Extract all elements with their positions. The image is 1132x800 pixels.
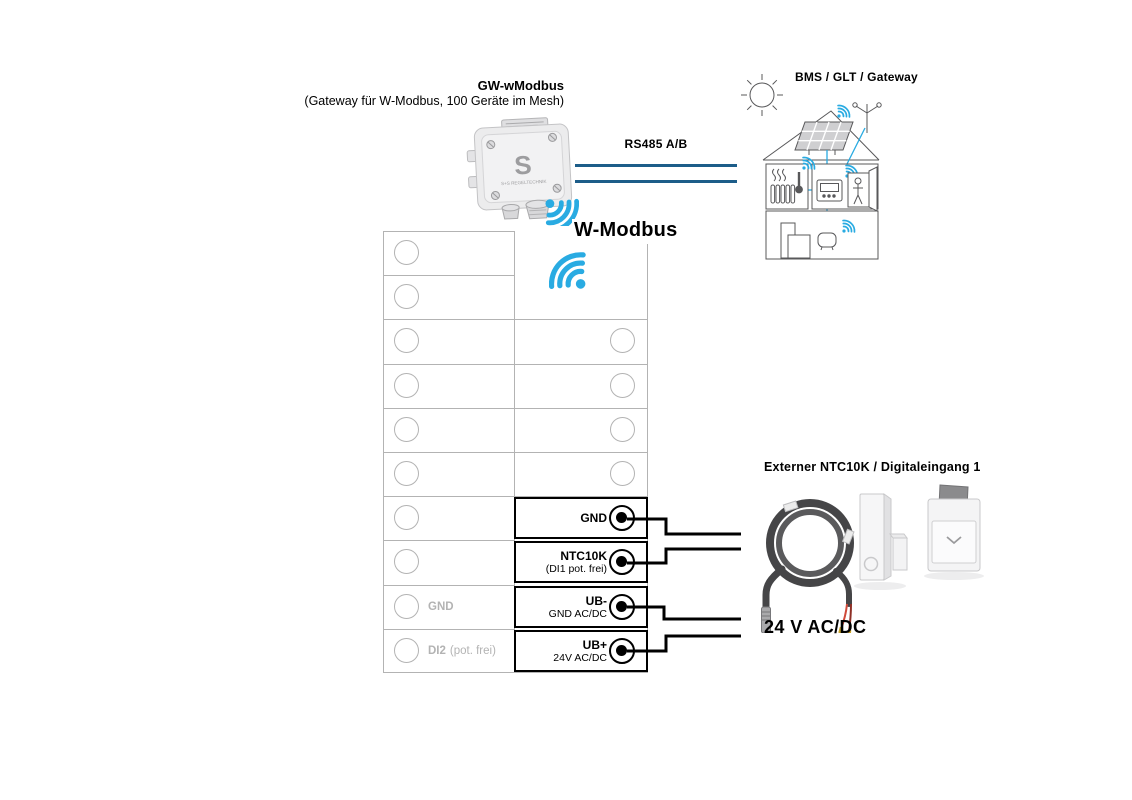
door-contact-image xyxy=(850,487,910,592)
terminal-cell-ntc10k: NTC10K (DI1 pot. frei) xyxy=(514,541,648,583)
rs485-line-b xyxy=(575,180,737,183)
wind-sensor-icon xyxy=(853,103,881,133)
left-label-di2: DI2 (pot. frei) xyxy=(428,645,496,657)
sun-icon xyxy=(741,74,783,116)
solar-panel-icon xyxy=(795,122,853,155)
row-divider xyxy=(383,364,648,365)
terminal-circle xyxy=(610,328,635,353)
terminal-circle xyxy=(610,417,635,442)
row-divider xyxy=(383,540,514,541)
wmodbus-label: W-Modbus xyxy=(572,219,679,244)
terminal-table xyxy=(383,231,648,673)
wifi-icon xyxy=(837,105,849,117)
terminal-circle xyxy=(610,373,635,398)
terminal-circle xyxy=(394,373,419,398)
terminal-circle xyxy=(394,328,419,353)
terminal-circle xyxy=(394,638,419,663)
person-at-door-icon xyxy=(848,167,877,211)
row-divider xyxy=(383,319,648,320)
terminal-circle xyxy=(394,417,419,442)
left-label-gnd-text: GND xyxy=(428,601,454,613)
room-controller-icon xyxy=(817,180,842,201)
left-label-di2-text: DI2 xyxy=(428,645,446,657)
gateway-subtitle: (Gateway für W-Modbus, 100 Geräte im Mesh) xyxy=(304,94,564,108)
brand-logo-icon: S xyxy=(513,149,533,181)
bms-label: BMS / GLT / Gateway xyxy=(795,70,918,84)
key-card-switch-image xyxy=(920,483,988,583)
building-illustration xyxy=(735,60,885,265)
screw-terminal-icon xyxy=(609,505,635,531)
screw-terminal-icon xyxy=(609,549,635,575)
terminal-circle xyxy=(394,594,419,619)
rs485-line-a xyxy=(575,164,737,167)
power-supply-label: 24 V AC/DC xyxy=(764,617,867,637)
terminal-circle xyxy=(394,240,419,265)
terminal-cell-gnd: GND xyxy=(514,497,648,539)
screw-terminal-icon xyxy=(609,638,635,664)
terminal-cell-ub-minus: UB- GND AC/DC xyxy=(514,586,648,628)
row-divider xyxy=(383,275,514,276)
terminal-circle xyxy=(394,284,419,309)
external-devices-header: Externer NTC10K / Digitaleingang 1 xyxy=(764,460,981,474)
terminal-circle xyxy=(610,461,635,486)
screw-terminal-icon xyxy=(609,594,635,620)
gateway-title: GW-wModbus xyxy=(477,78,564,93)
terminal-circle xyxy=(394,549,419,574)
terminal-circle xyxy=(394,461,419,486)
wmodbus-wifi-icon xyxy=(549,245,599,295)
row-divider xyxy=(383,452,648,453)
brand-name: S+S REGELTECHNIK xyxy=(500,178,547,187)
terminal-cell-ub-plus: UB+ 24V AC/DC xyxy=(514,630,648,672)
table-border xyxy=(383,231,515,232)
rs485-bus-label: RS485 A/B xyxy=(624,137,688,151)
terminal-circle xyxy=(394,505,419,530)
row-divider xyxy=(383,408,648,409)
